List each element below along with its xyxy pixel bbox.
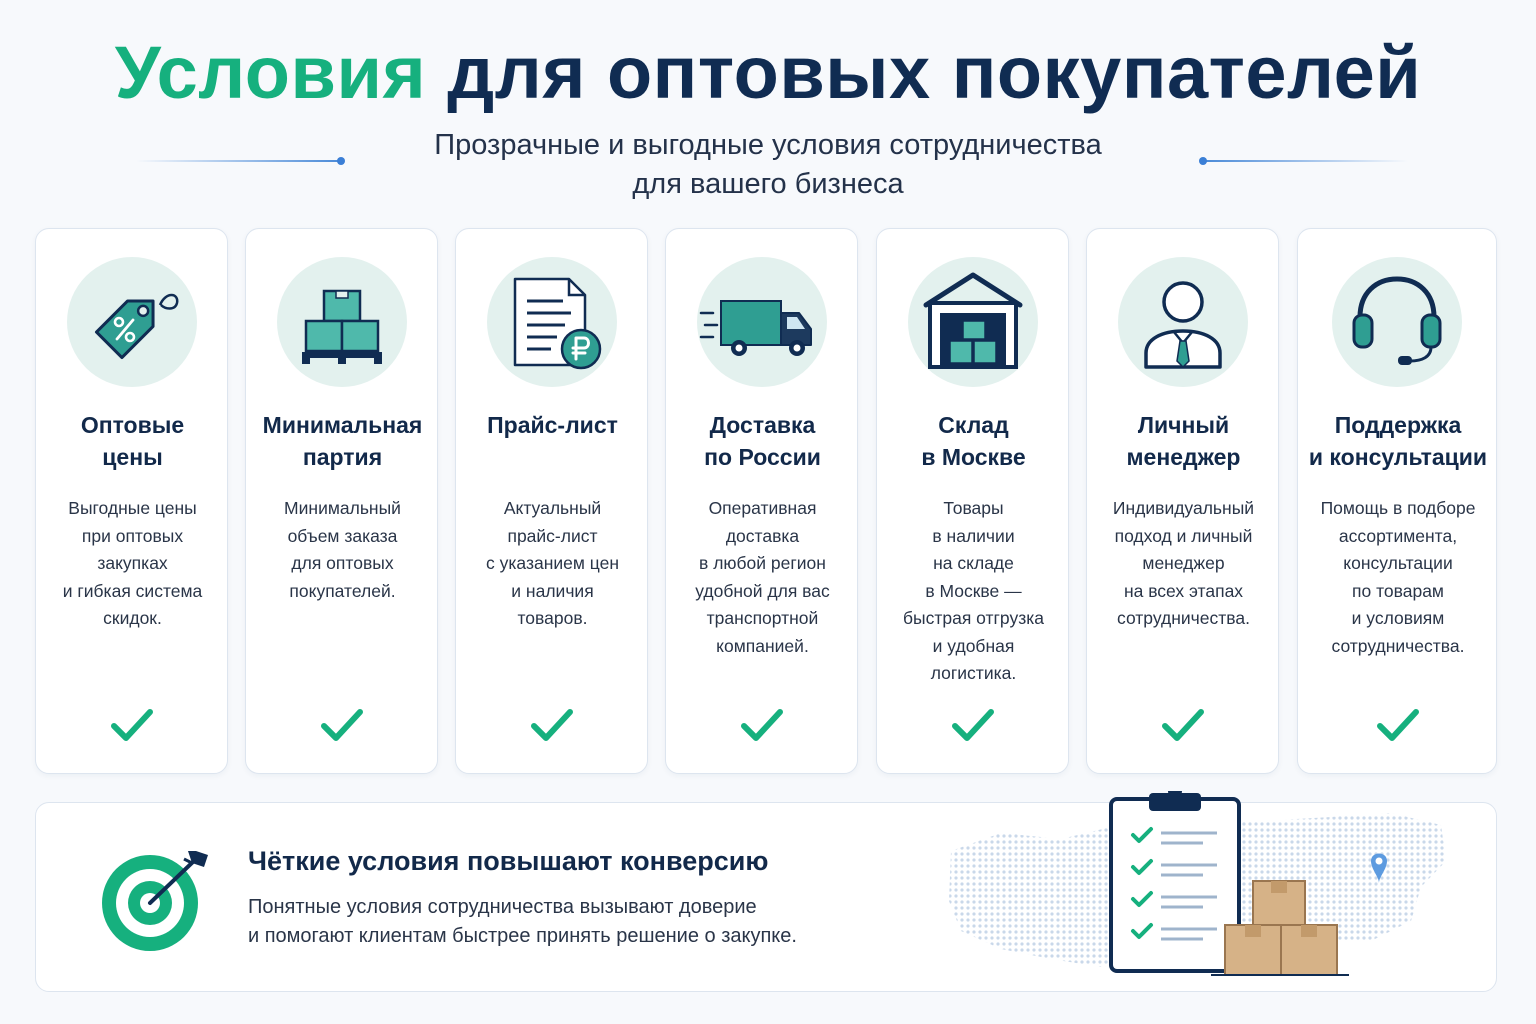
desc-line: и условиям bbox=[1351, 608, 1445, 628]
desc-line: менеджер bbox=[1142, 553, 1225, 573]
checkmark-icon bbox=[951, 707, 995, 743]
checkmark-icon bbox=[320, 707, 364, 743]
decorative-line-right bbox=[1203, 160, 1408, 162]
desc-line: закупках bbox=[97, 553, 168, 573]
desc-line: и наличия bbox=[511, 580, 594, 601]
target-arrow-icon bbox=[96, 839, 216, 959]
desc-line: при оптовых bbox=[81, 525, 184, 546]
decorative-dot-right bbox=[1199, 157, 1207, 165]
checkmark-icon bbox=[110, 707, 154, 743]
card-title bbox=[881, 409, 1066, 473]
desc-line: в наличии bbox=[932, 525, 1015, 546]
page-subtitle bbox=[368, 126, 1168, 204]
delivery-truck-icon bbox=[697, 257, 827, 387]
card-title-line-1: Доставка bbox=[709, 412, 816, 438]
desc-line: с указанием цен bbox=[486, 553, 619, 573]
conditions-cards bbox=[35, 228, 1497, 774]
card-title-line-1: Поддержка bbox=[1334, 412, 1462, 438]
desc-line: сотрудничества. bbox=[1331, 635, 1465, 656]
checkmark-icon bbox=[530, 707, 574, 743]
card-description bbox=[883, 495, 1064, 688]
subtitle-line-1: Прозрачные и выгодные условия сотрудничества bbox=[434, 129, 1102, 161]
desc-line: доставка bbox=[725, 525, 800, 546]
desc-line: ассортимента, bbox=[1338, 525, 1458, 546]
desc-line: Выгодные цены bbox=[68, 498, 197, 518]
bottom-text bbox=[248, 893, 948, 951]
boxes-pallet-icon bbox=[277, 257, 407, 387]
desc-line: в любой регион bbox=[699, 553, 826, 573]
card-title-line-2: менеджер bbox=[1126, 444, 1241, 470]
desc-line: для оптовых bbox=[291, 553, 394, 573]
desc-line: покупателей. bbox=[289, 580, 396, 601]
desc-line: Индивидуальный bbox=[1112, 498, 1255, 518]
card-wholesale-prices bbox=[35, 228, 228, 774]
desc-line: Товары bbox=[943, 498, 1004, 518]
decorative-line-left bbox=[136, 160, 341, 162]
desc-line: быстрая отгрузка bbox=[903, 608, 1044, 628]
card-title-line-1: Минимальная bbox=[262, 412, 423, 438]
desc-line: объем заказа bbox=[287, 525, 398, 546]
card-support bbox=[1297, 228, 1497, 774]
desc-line: удобной для вас bbox=[695, 580, 830, 601]
desc-line: транспортной bbox=[706, 608, 819, 628]
bottom-text-line-1: Понятные условия сотрудничества вызывают доверие bbox=[248, 896, 757, 918]
card-title-line-1: Личный bbox=[1137, 412, 1230, 438]
checkmark-icon bbox=[1376, 707, 1420, 743]
price-list-ruble-icon bbox=[487, 257, 617, 387]
card-minimum-order bbox=[245, 228, 438, 774]
card-delivery bbox=[665, 228, 858, 774]
desc-line: подход и личный bbox=[1114, 525, 1253, 546]
warehouse-icon bbox=[908, 257, 1038, 387]
card-title-line-2: цены bbox=[102, 444, 163, 470]
conversion-panel bbox=[35, 802, 1497, 992]
desc-line: в Москве — bbox=[925, 580, 1022, 601]
desc-line: и удобная bbox=[932, 635, 1015, 656]
icon-badge bbox=[67, 257, 197, 387]
card-description bbox=[672, 495, 853, 660]
headset-support-icon bbox=[1332, 257, 1462, 387]
decorative-dot-left bbox=[337, 157, 345, 165]
icon-badge bbox=[908, 257, 1038, 387]
card-title bbox=[40, 409, 225, 473]
desc-line: Оперативная bbox=[708, 498, 817, 518]
card-price-list bbox=[455, 228, 648, 774]
card-title-line-2: и консультации bbox=[1308, 444, 1488, 470]
desc-line: Помощь в подборе bbox=[1320, 498, 1476, 518]
card-title-line-2: по России bbox=[704, 444, 821, 470]
card-title bbox=[460, 409, 645, 441]
card-title bbox=[670, 409, 855, 473]
icon-badge bbox=[487, 257, 617, 387]
desc-line: логистика. bbox=[930, 663, 1017, 683]
desc-line: на всех этапах bbox=[1123, 580, 1244, 601]
card-personal-manager bbox=[1086, 228, 1279, 774]
clipboard-boxes-map-icon bbox=[941, 791, 1461, 981]
desc-line: компанией. bbox=[716, 635, 809, 656]
card-description bbox=[1093, 495, 1274, 633]
icon-badge bbox=[1118, 257, 1248, 387]
title-accent: Условия bbox=[114, 31, 427, 114]
desc-line: скидок. bbox=[103, 608, 162, 628]
desc-line: консультации bbox=[1343, 553, 1453, 573]
manager-person-icon bbox=[1118, 257, 1248, 387]
card-title-line-2: партия bbox=[302, 444, 383, 470]
bottom-title: Чёткие условия повышают конверсию bbox=[248, 846, 769, 876]
card-title-line-2: в Москве bbox=[921, 444, 1026, 470]
subtitle-line-2: для вашего бизнеса bbox=[632, 168, 904, 200]
icon-badge bbox=[1332, 257, 1462, 387]
desc-line: Актуальный bbox=[503, 498, 602, 518]
card-description bbox=[252, 495, 433, 605]
card-description bbox=[1304, 495, 1492, 660]
desc-line: Минимальный bbox=[284, 498, 401, 518]
discount-tag-icon bbox=[67, 257, 197, 387]
card-title bbox=[1302, 409, 1494, 473]
title-main: для оптовых покупателей bbox=[447, 31, 1422, 114]
desc-line: сотрудничества. bbox=[1117, 608, 1250, 628]
card-description bbox=[42, 495, 223, 633]
icon-badge bbox=[277, 257, 407, 387]
bottom-text-line-2: и помогают клиентам быстрее принять решение о закупке. bbox=[248, 925, 797, 947]
desc-line: прайс-лист bbox=[507, 525, 598, 546]
card-title-line-1: Оптовые bbox=[80, 412, 185, 438]
desc-line: на складе bbox=[933, 553, 1014, 573]
checkmark-icon bbox=[1161, 707, 1205, 743]
card-description bbox=[462, 495, 643, 633]
card-warehouse-moscow bbox=[876, 228, 1069, 774]
card-title bbox=[1091, 409, 1276, 473]
card-title-line-1: Прайс-лист bbox=[487, 412, 618, 438]
icon-badge bbox=[697, 257, 827, 387]
card-title-line-1: Склад bbox=[938, 412, 1009, 438]
checkmark-icon bbox=[740, 707, 784, 743]
page-title bbox=[0, 28, 1536, 118]
desc-line: товаров. bbox=[517, 608, 588, 628]
card-title bbox=[250, 409, 435, 473]
desc-line: по товарам bbox=[1352, 580, 1444, 601]
desc-line: и гибкая система bbox=[62, 580, 203, 601]
